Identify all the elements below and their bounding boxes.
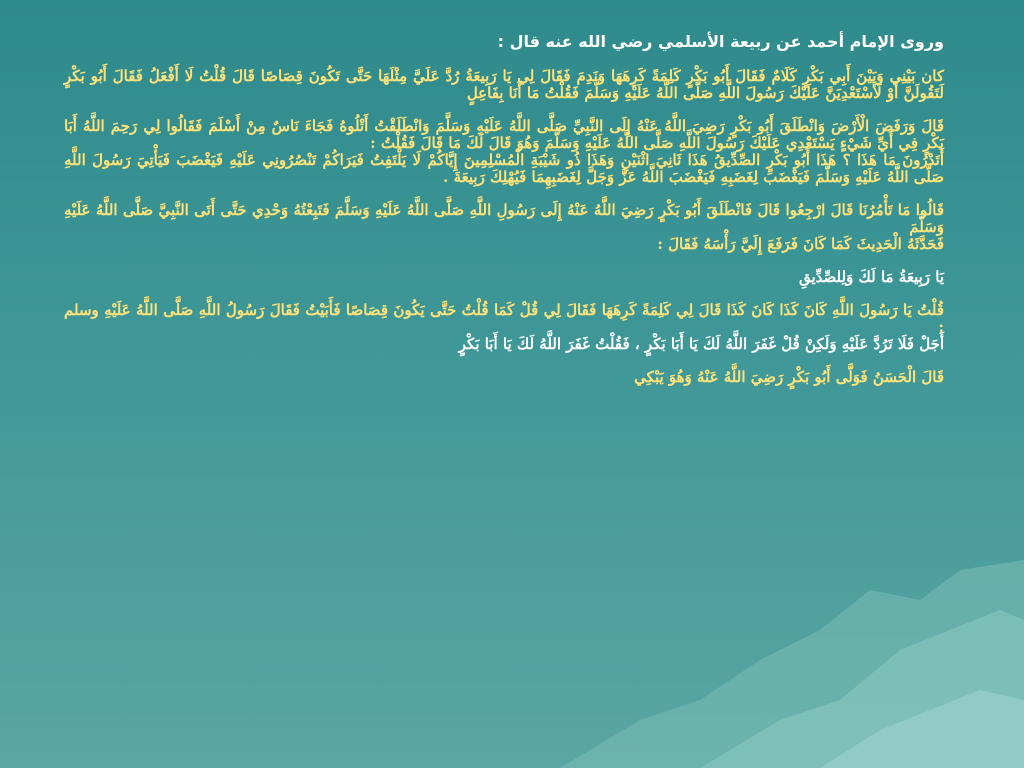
paragraph-3: أَتَدْرُونَ مَا هَذَا ؟ هَذَا أَبُو بَكْرٍ الصِّدِّيقُ هَذَا ثَانِيَ اثْنَيْنِ وَهَذَا ذُو شَيْبَةِ الْمُسْلِمِينَ إِيَّاكُمْ لَا يَلْتَفِتُ فَيَرَاكُمْ تَنْصُرُونِي عَلَيْهِ فَيَغْضَبَ فَيَأْتِيَ رَسُولَ اللَّهِ صَلَّى اللَّهُ عَلَيْهِ وَسَلَّمَ فَيَغْضَبَ لِغَضَبِهِ فَيَغْضَبَ اللَّهُ عَزَّ وَجَلَّ لِغَضَبِهِمَا فَيُهْلِكَ رَبِيعَةَ . bbox=[64, 151, 944, 186]
paragraph-6: يَا رَبِيعَةُ مَا لَكَ وَلِلصِّدِّيقِ bbox=[798, 268, 944, 286]
paragraph-8: أَجَلْ فَلَا تَرُدَّ عَلَيْهِ وَلَكِنْ قُلْ غَفَرَ اللَّهُ لَكَ يَا أَبَا بَكْرٍ ، فَقُلْتُ غَفَرَ اللَّهُ لَكَ يَا أَبَا بَكْرٍ bbox=[458, 335, 944, 353]
paragraph-5: فَحَدَّثَهُ الْحَدِيثَ كَمَا كَانَ فَرَفَعَ إِلَيَّ رَأْسَهُ فَقَالَ : bbox=[657, 235, 944, 253]
paragraph-1: كان بَيْنِي وَبَيْنَ أَبِي بَكْرٍ كَلَامٌ فَقَالَ أَبُو بَكْرٍ كَلِمَةً كَرِهَهَا وَنَدِمَ فَقَالَ لِي يَا رَبِيعَةُ رُدَّ عَلَيَّ مِثْلَهَا حَتَّى تَكُونَ قِصَاصًا قَالَ قُلْتُ لَا أَفْعَلُ فَقَالَ أَبُو بَكْرٍ لَتَقُولَنَّ أَوْ لَأَسْتَعْدِيَنَّ عَلَيْكَ رَسُولَ اللَّهِ صَلَّى اللَّهُ عَلَيْهِ وَسَلَّمَ فَقُلْتُ مَا أَنَا بِفَاعِلٍ bbox=[64, 67, 944, 102]
paragraph-4: قَالُوا مَا تَأْمُرُنَا قَالَ ارْجِعُوا قَالَ فَانْطَلَقَ أَبُو بَكْرٍ رَضِيَ اللَّهُ عَنْهُ إِلَى رَسُولِ اللَّهِ صَلَّى اللَّهُ عَلَيْهِ وَسَلَّمَ فَتَبِعْتُهُ وَحْدِي حَتَّى أَتَى النَّبِيَّ صَلَّى اللَّهُ عَلَيْهِ وَسَلَّمَ bbox=[64, 201, 944, 236]
paragraph-2: قَالَ وَرَفَضَ الْأَرْضَ وَانْطَلَقَ أَبُو بَكْرٍ رَضِيَ اللَّهُ عَنْهُ إِلَى النَّبِيِّ صَلَّى اللَّهُ عَلَيْهِ وَسَلَّمَ وَانْطَلَقْتُ أَتْلُوهُ فَجَاءَ نَاسٌ مِنْ أَسْلَمَ فَقَالُوا لِي رَحِمَ اللَّهُ أَبَا بَكْرٍ فِي أَيِّ شَيْءٍ يَسْتَعْدِي عَلَيْكَ رَسُولَ اللَّهِ صَلَّى اللَّهُ عَلَيْهِ وَسَلَّمَ وَهُوَ قَالَ لَكَ مَا قَالَ فَقُلْتُ : bbox=[64, 117, 944, 152]
paragraph-9: قَالَ الْحَسَنُ فَوَلَّى أَبُو بَكْرٍ رَضِيَ اللَّهُ عَنْهُ وَهُوَ يَبْكِي bbox=[634, 368, 944, 386]
slide-title: وروى الإمام أحمد عن ربيعة الأسلمي رضي الله عنه قال : bbox=[497, 32, 944, 51]
paragraph-7: قُلْتُ يَا رَسُولَ اللَّهِ كَانَ كَذَا كَانَ كَذَا قَالَ لِي كَلِمَةً كَرِهَهَا فَقَالَ لِي قُلْ كَمَا قُلْتُ حَتَّى يَكُونَ قِصَاصًا فَأَبَيْتُ فَقَالَ رَسُولُ اللَّهِ صَلَّى اللَّهُ عَلَيْهِ وسلم : bbox=[64, 301, 944, 336]
slide-content bbox=[64, 32, 944, 402]
